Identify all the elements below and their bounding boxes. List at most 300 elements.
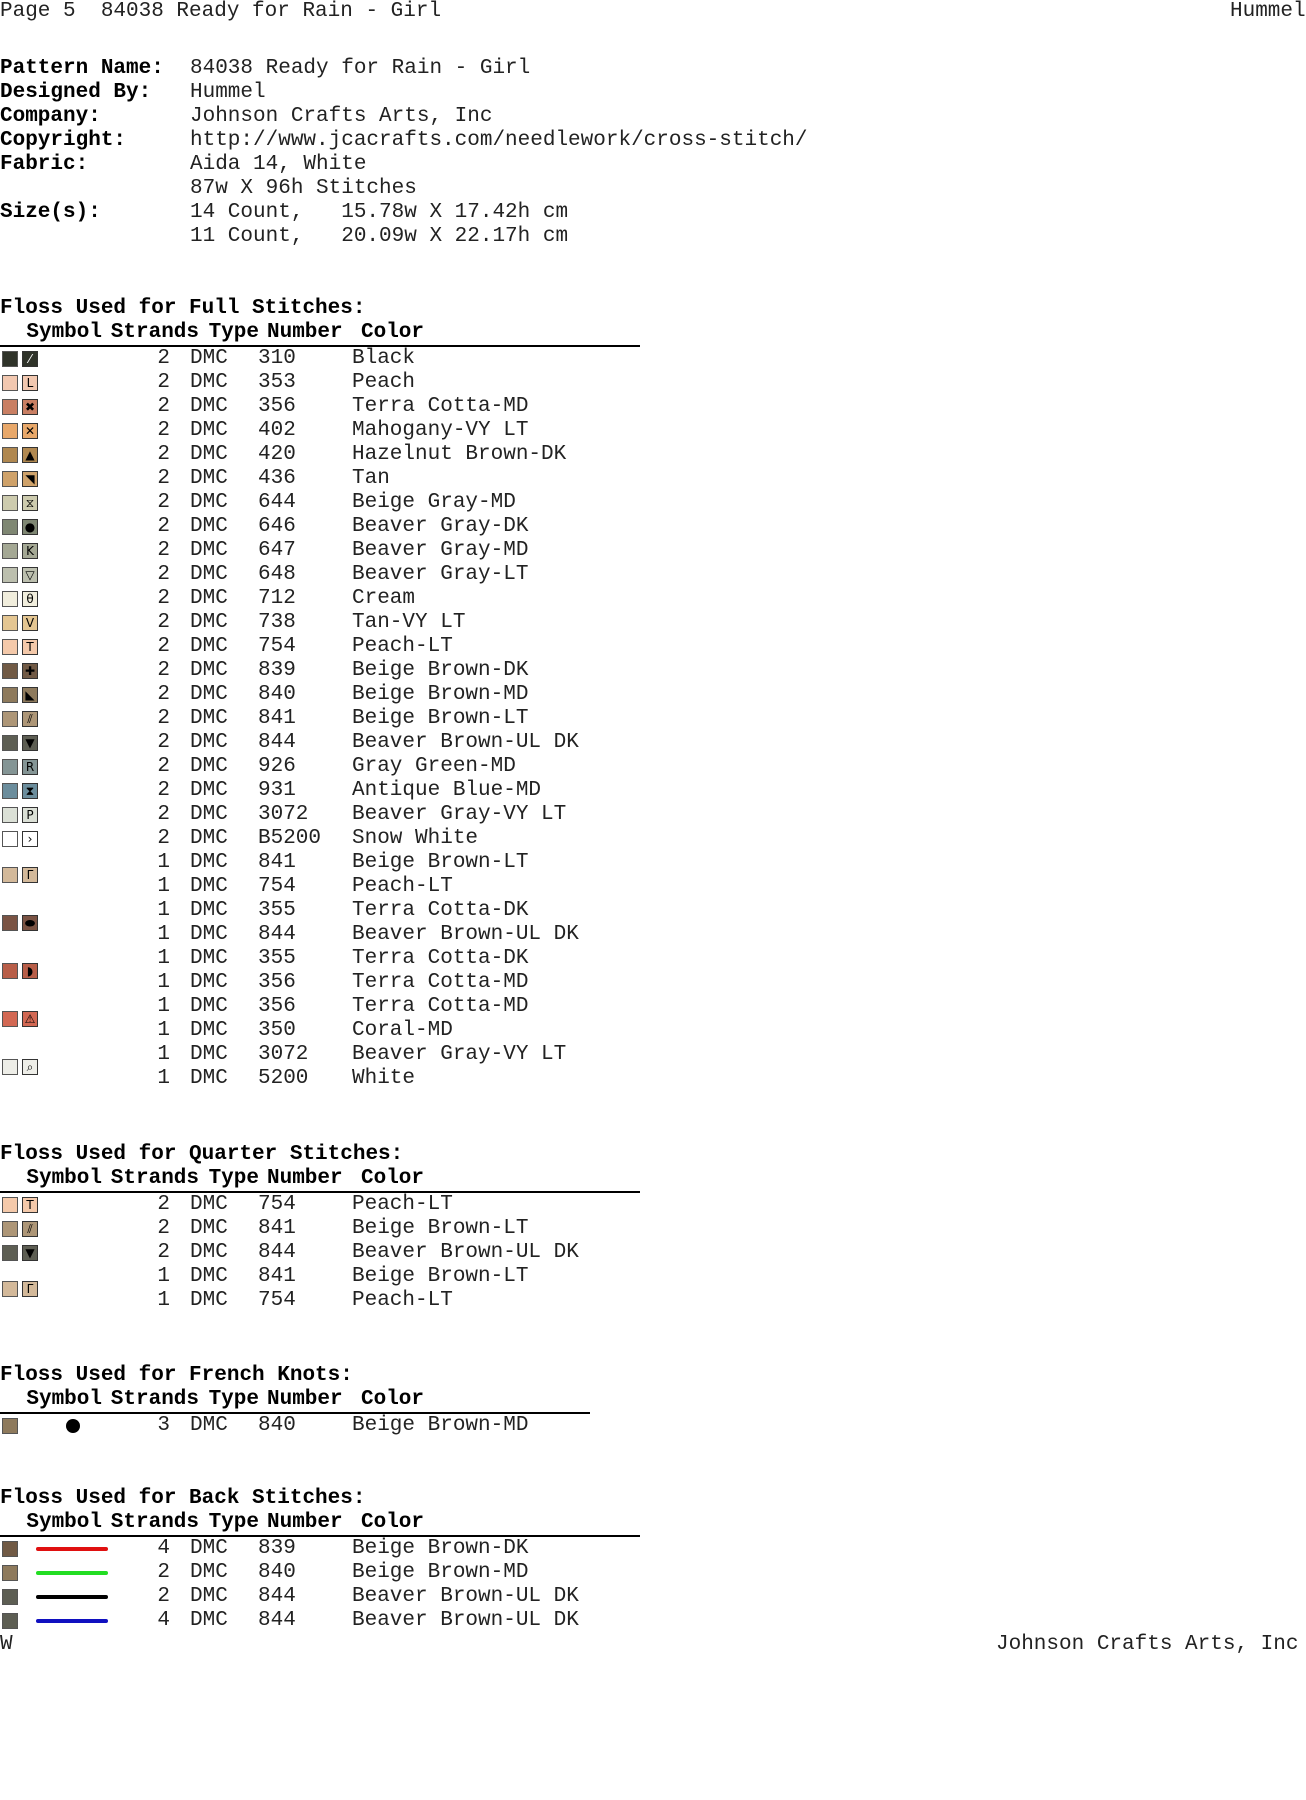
stitch-symbol-icon: ▽ bbox=[22, 567, 38, 583]
spacer bbox=[0, 851, 42, 875]
strands-value: 2 bbox=[157, 707, 170, 730]
number-value: 355 bbox=[258, 947, 296, 970]
type-value: DMC bbox=[190, 443, 228, 466]
info-value: 84038 Ready for Rain - Girl bbox=[190, 57, 531, 80]
type-value: DMC bbox=[190, 371, 228, 394]
strands-value: 2 bbox=[157, 635, 170, 658]
spacer bbox=[42, 395, 102, 419]
stitch-symbol-icon: ◣ bbox=[22, 687, 38, 703]
spacer bbox=[42, 515, 102, 539]
color-name: Beige Brown-LT bbox=[352, 851, 529, 874]
spacer bbox=[42, 443, 102, 467]
color-name: Beige Brown-LT bbox=[352, 1265, 529, 1288]
table-row bbox=[0, 1241, 640, 1265]
info-value: 14 Count, 15.78w X 17.42h cm bbox=[190, 201, 569, 224]
stitch-symbol-icon: ● bbox=[22, 519, 38, 535]
col-number: Number bbox=[267, 321, 343, 344]
spacer bbox=[42, 1609, 102, 1633]
full-stitches-section bbox=[0, 297, 640, 1091]
type-value: DMC bbox=[190, 635, 228, 658]
stitch-symbol-icon: ⁄ bbox=[22, 351, 38, 367]
strands-value: 1 bbox=[157, 1019, 170, 1042]
number-value: 844 bbox=[258, 923, 296, 946]
info-row bbox=[0, 225, 808, 249]
strands-value: 2 bbox=[157, 539, 170, 562]
spacer bbox=[0, 419, 42, 443]
spacer bbox=[0, 731, 42, 755]
type-value: DMC bbox=[190, 515, 228, 538]
spacer bbox=[0, 1561, 42, 1585]
info-label: Designed By: bbox=[0, 81, 152, 104]
table-row bbox=[0, 707, 640, 731]
number-value: 646 bbox=[258, 515, 296, 538]
floss-item bbox=[0, 1585, 640, 1609]
spacer bbox=[42, 971, 102, 995]
number-value: 644 bbox=[258, 491, 296, 514]
strands-value: 2 bbox=[157, 1561, 170, 1584]
spacer bbox=[42, 1561, 102, 1585]
floss-item bbox=[0, 947, 640, 995]
stitch-symbol-icon: ▼ bbox=[22, 735, 38, 751]
strands-value: 2 bbox=[157, 371, 170, 394]
type-value: DMC bbox=[190, 1609, 228, 1632]
quarter-stitches-section bbox=[0, 1143, 640, 1313]
info-label bbox=[0, 225, 190, 249]
spacer bbox=[0, 515, 42, 539]
spacer bbox=[0, 659, 42, 683]
floss-item bbox=[0, 683, 640, 707]
type-value: DMC bbox=[190, 1193, 228, 1216]
floss-item bbox=[0, 659, 640, 683]
table-row bbox=[0, 755, 640, 779]
color-name: Beaver Brown-UL DK bbox=[352, 1241, 579, 1264]
type-value: DMC bbox=[190, 467, 228, 490]
strands-value: 2 bbox=[157, 1241, 170, 1264]
color-name: Gray Green-MD bbox=[352, 755, 516, 778]
col-strands: Strands bbox=[110, 1511, 199, 1534]
table-row bbox=[0, 1289, 640, 1313]
type-value: DMC bbox=[190, 899, 228, 922]
spacer bbox=[42, 851, 102, 875]
floss-item bbox=[0, 515, 640, 539]
spacer bbox=[0, 587, 42, 611]
number-value: 844 bbox=[258, 1609, 296, 1632]
color-name: Peach-LT bbox=[352, 1193, 453, 1216]
type-value: DMC bbox=[190, 491, 228, 514]
number-value: B5200 bbox=[258, 827, 322, 850]
type-value: DMC bbox=[190, 803, 228, 826]
table-row bbox=[0, 443, 640, 467]
floss-item bbox=[0, 611, 640, 635]
number-value: 355 bbox=[258, 899, 296, 922]
info-label bbox=[0, 177, 190, 201]
spacer bbox=[0, 1585, 42, 1609]
color-name: Peach bbox=[352, 371, 416, 394]
table-row bbox=[0, 1019, 640, 1043]
french-knots-section bbox=[0, 1364, 590, 1438]
number-value: 841 bbox=[258, 1265, 296, 1288]
table-row bbox=[0, 1217, 640, 1241]
color-name: Peach-LT bbox=[352, 635, 453, 658]
strands-value: 2 bbox=[157, 347, 170, 370]
color-name: Beaver Brown-UL DK bbox=[352, 731, 579, 754]
strands-value: 2 bbox=[157, 755, 170, 778]
spacer bbox=[42, 1043, 102, 1067]
spacer bbox=[42, 371, 102, 395]
spacer bbox=[42, 1019, 102, 1043]
floss-item bbox=[0, 1561, 640, 1585]
strands-value: 4 bbox=[157, 1537, 170, 1560]
floss-item bbox=[0, 1217, 640, 1241]
color-name: Terra Cotta-MD bbox=[352, 971, 529, 994]
spacer bbox=[0, 539, 42, 563]
stitch-symbol-icon: ✖ bbox=[22, 399, 38, 415]
number-value: 356 bbox=[258, 995, 296, 1018]
stitch-symbol-icon: ▼ bbox=[22, 1245, 38, 1261]
type-value: DMC bbox=[190, 1043, 228, 1066]
floss-item bbox=[0, 995, 640, 1043]
number-value: 420 bbox=[258, 443, 296, 466]
info-label: Copyright: bbox=[0, 129, 127, 152]
stitch-symbol-icon: ⌕ bbox=[22, 1059, 38, 1075]
col-strands: Strands bbox=[110, 321, 199, 344]
floss-item bbox=[0, 731, 640, 755]
table-row bbox=[0, 803, 640, 827]
col-symbol: Symbol bbox=[26, 1167, 102, 1190]
spacer bbox=[0, 779, 42, 803]
number-value: 3072 bbox=[258, 1043, 309, 1066]
spacer bbox=[0, 707, 42, 731]
strands-value: 2 bbox=[157, 419, 170, 442]
floss-item bbox=[0, 1414, 590, 1438]
spacer bbox=[42, 875, 102, 899]
stitch-symbol-icon: ✕ bbox=[22, 423, 38, 439]
info-value: 11 Count, 20.09w X 22.17h cm bbox=[190, 225, 569, 248]
table-row bbox=[0, 1265, 640, 1289]
type-value: DMC bbox=[190, 347, 228, 370]
info-row bbox=[0, 105, 808, 129]
type-value: DMC bbox=[190, 1067, 228, 1090]
spacer bbox=[42, 635, 102, 659]
number-value: 839 bbox=[258, 659, 296, 682]
strands-value: 2 bbox=[157, 395, 170, 418]
number-value: 839 bbox=[258, 1537, 296, 1560]
number-value: 5200 bbox=[258, 1067, 309, 1090]
spacer bbox=[42, 539, 102, 563]
spacer bbox=[0, 563, 42, 587]
spacer bbox=[0, 1289, 42, 1313]
strands-value: 1 bbox=[157, 923, 170, 946]
color-name: Snow White bbox=[352, 827, 479, 850]
spacer bbox=[0, 923, 42, 947]
section-title: Floss Used for Full Stitches: bbox=[0, 297, 366, 320]
info-row bbox=[0, 57, 808, 81]
number-value: 926 bbox=[258, 755, 296, 778]
color-name: Beaver Gray-VY LT bbox=[352, 803, 567, 826]
info-value: Aida 14, White bbox=[190, 153, 367, 176]
color-name: White bbox=[352, 1067, 416, 1090]
type-value: DMC bbox=[190, 1561, 228, 1584]
color-name: Beige Brown-LT bbox=[352, 1217, 529, 1240]
number-value: 754 bbox=[258, 635, 296, 658]
floss-item bbox=[0, 755, 640, 779]
page-footer-left: W bbox=[0, 1633, 13, 1656]
type-value: DMC bbox=[190, 1019, 228, 1042]
strands-value: 2 bbox=[157, 659, 170, 682]
number-value: 840 bbox=[258, 1414, 296, 1437]
stitch-symbol-icon: ⧖ bbox=[22, 495, 38, 511]
type-value: DMC bbox=[190, 1414, 228, 1437]
color-name: Antique Blue-MD bbox=[352, 779, 542, 802]
strands-value: 2 bbox=[157, 611, 170, 634]
number-value: 844 bbox=[258, 731, 296, 754]
type-value: DMC bbox=[190, 683, 228, 706]
floss-item bbox=[0, 635, 640, 659]
col-type: Type bbox=[208, 1511, 259, 1534]
floss-item bbox=[0, 851, 640, 899]
spacer bbox=[42, 347, 102, 371]
table-row bbox=[0, 1609, 640, 1633]
color-name: Terra Cotta-DK bbox=[352, 899, 529, 922]
col-type: Type bbox=[208, 1167, 259, 1190]
spacer bbox=[0, 971, 42, 995]
floss-item bbox=[0, 1043, 640, 1091]
strands-value: 2 bbox=[157, 467, 170, 490]
spacer bbox=[0, 827, 42, 851]
spacer bbox=[42, 1414, 102, 1438]
col-number: Number bbox=[267, 1388, 343, 1411]
type-value: DMC bbox=[190, 1585, 228, 1608]
table-row bbox=[0, 419, 640, 443]
color-name: Beige Brown-MD bbox=[352, 1414, 529, 1437]
type-value: DMC bbox=[190, 827, 228, 850]
table-header bbox=[0, 1388, 590, 1414]
number-value: 754 bbox=[258, 1289, 296, 1312]
spacer bbox=[0, 683, 42, 707]
stitch-symbol-icon: ◗ bbox=[22, 963, 38, 979]
table-row bbox=[0, 1067, 640, 1091]
spacer bbox=[42, 707, 102, 731]
spacer bbox=[42, 1217, 102, 1241]
color-name: Beaver Gray-MD bbox=[352, 539, 529, 562]
table-row bbox=[0, 779, 640, 803]
type-value: DMC bbox=[190, 875, 228, 898]
floss-item bbox=[0, 419, 640, 443]
type-value: DMC bbox=[190, 779, 228, 802]
spacer bbox=[42, 1537, 102, 1561]
spacer bbox=[0, 899, 42, 923]
strands-value: 2 bbox=[157, 515, 170, 538]
page-header-designer: Hummel bbox=[1230, 0, 1306, 23]
number-value: 841 bbox=[258, 851, 296, 874]
stitch-symbol-icon: L bbox=[22, 375, 38, 391]
strands-value: 2 bbox=[157, 587, 170, 610]
strands-value: 2 bbox=[157, 683, 170, 706]
strands-value: 1 bbox=[157, 995, 170, 1018]
spacer bbox=[42, 923, 102, 947]
color-name: Beaver Brown-UL DK bbox=[352, 1585, 579, 1608]
floss-item bbox=[0, 1241, 640, 1265]
floss-item bbox=[0, 1265, 640, 1313]
floss-item bbox=[0, 467, 640, 491]
col-number: Number bbox=[267, 1167, 343, 1190]
number-value: 436 bbox=[258, 467, 296, 490]
spacer bbox=[0, 875, 42, 899]
spacer bbox=[42, 1241, 102, 1265]
table-row bbox=[0, 971, 640, 995]
spacer bbox=[0, 1609, 42, 1633]
floss-item bbox=[0, 587, 640, 611]
number-value: 841 bbox=[258, 707, 296, 730]
spacer bbox=[0, 491, 42, 515]
spacer bbox=[42, 1193, 102, 1217]
color-name: Coral-MD bbox=[352, 1019, 453, 1042]
type-value: DMC bbox=[190, 971, 228, 994]
spacer bbox=[0, 1067, 42, 1091]
strands-value: 2 bbox=[157, 443, 170, 466]
table-row bbox=[0, 371, 640, 395]
color-name: Tan-VY LT bbox=[352, 611, 466, 634]
strands-value: 1 bbox=[157, 947, 170, 970]
type-value: DMC bbox=[190, 659, 228, 682]
color-name: Beaver Brown-UL DK bbox=[352, 923, 579, 946]
stitch-symbol-icon: P bbox=[22, 807, 38, 823]
spacer bbox=[42, 827, 102, 851]
strands-value: 4 bbox=[157, 1609, 170, 1632]
floss-item bbox=[0, 779, 640, 803]
pattern-info bbox=[0, 57, 808, 249]
number-value: 754 bbox=[258, 1193, 296, 1216]
type-value: DMC bbox=[190, 707, 228, 730]
spacer bbox=[42, 803, 102, 827]
strands-value: 2 bbox=[157, 1217, 170, 1240]
strands-value: 1 bbox=[157, 899, 170, 922]
table-row bbox=[0, 491, 640, 515]
spacer bbox=[42, 659, 102, 683]
table-header bbox=[0, 1167, 640, 1193]
table-row bbox=[0, 611, 640, 635]
stitch-symbol-icon: ⫽ bbox=[22, 1221, 38, 1237]
color-name: Terra Cotta-DK bbox=[352, 947, 529, 970]
spacer bbox=[42, 683, 102, 707]
spacer bbox=[0, 803, 42, 827]
stitch-symbol-icon: ◥ bbox=[22, 471, 38, 487]
info-label: Pattern Name: bbox=[0, 57, 164, 80]
color-name: Beige Brown-MD bbox=[352, 683, 529, 706]
spacer bbox=[42, 995, 102, 1019]
spacer bbox=[0, 995, 42, 1019]
type-value: DMC bbox=[190, 851, 228, 874]
spacer bbox=[42, 1289, 102, 1313]
number-value: 350 bbox=[258, 1019, 296, 1042]
spacer bbox=[0, 1019, 42, 1043]
number-value: 356 bbox=[258, 395, 296, 418]
floss-item bbox=[0, 395, 640, 419]
col-color: Color bbox=[361, 321, 425, 344]
table-row bbox=[0, 683, 640, 707]
type-value: DMC bbox=[190, 995, 228, 1018]
page-header-title: Page 5 84038 Ready for Rain - Girl bbox=[0, 0, 442, 23]
strands-value: 2 bbox=[157, 731, 170, 754]
color-name: Cream bbox=[352, 587, 416, 610]
number-value: 840 bbox=[258, 1561, 296, 1584]
table-row bbox=[0, 1585, 640, 1609]
table-row bbox=[0, 659, 640, 683]
stitch-symbol-icon: T bbox=[22, 639, 38, 655]
floss-item bbox=[0, 899, 640, 947]
strands-value: 2 bbox=[157, 827, 170, 850]
col-strands: Strands bbox=[110, 1388, 199, 1411]
strands-value: 1 bbox=[157, 875, 170, 898]
col-color: Color bbox=[361, 1167, 425, 1190]
info-value: Johnson Crafts Arts, Inc bbox=[190, 105, 493, 128]
table-row bbox=[0, 395, 640, 419]
info-label: Fabric: bbox=[0, 153, 89, 176]
table-row bbox=[0, 923, 640, 947]
info-label: Size(s): bbox=[0, 201, 101, 224]
spacer bbox=[0, 1265, 42, 1289]
stitch-symbol-icon: ⧗ bbox=[22, 783, 38, 799]
info-row bbox=[0, 129, 808, 153]
strands-value: 2 bbox=[157, 1585, 170, 1608]
col-color: Color bbox=[361, 1511, 425, 1534]
back-stitches-section bbox=[0, 1487, 640, 1633]
stitch-symbol-icon: › bbox=[22, 831, 38, 847]
number-value: 712 bbox=[258, 587, 296, 610]
spacer bbox=[42, 1265, 102, 1289]
table-row bbox=[0, 731, 640, 755]
spacer bbox=[0, 371, 42, 395]
strands-value: 2 bbox=[157, 491, 170, 514]
type-value: DMC bbox=[190, 419, 228, 442]
type-value: DMC bbox=[190, 731, 228, 754]
stitch-symbol-icon: ⫽ bbox=[22, 711, 38, 727]
table-row bbox=[0, 995, 640, 1019]
stitch-symbol-icon: K bbox=[22, 543, 38, 559]
type-value: DMC bbox=[190, 563, 228, 586]
col-symbol: Symbol bbox=[26, 1388, 102, 1411]
floss-item bbox=[0, 1537, 640, 1561]
section-title: Floss Used for French Knots: bbox=[0, 1364, 353, 1387]
spacer bbox=[42, 1585, 102, 1609]
info-row bbox=[0, 81, 808, 105]
col-number: Number bbox=[267, 1511, 343, 1534]
strands-value: 1 bbox=[157, 1265, 170, 1288]
color-name: Beige Brown-MD bbox=[352, 1561, 529, 1584]
spacer bbox=[42, 587, 102, 611]
strands-value: 2 bbox=[157, 779, 170, 802]
strands-value: 1 bbox=[157, 1043, 170, 1066]
stitch-symbol-icon: V bbox=[22, 615, 38, 631]
floss-item bbox=[0, 443, 640, 467]
spacer bbox=[0, 1414, 42, 1438]
stitch-symbol-icon: ⬬ bbox=[22, 915, 38, 931]
info-row bbox=[0, 177, 808, 201]
spacer bbox=[42, 611, 102, 635]
spacer bbox=[42, 779, 102, 803]
type-value: DMC bbox=[190, 395, 228, 418]
strands-value: 2 bbox=[157, 563, 170, 586]
floss-item bbox=[0, 539, 640, 563]
table-row bbox=[0, 875, 640, 899]
floss-item bbox=[0, 371, 640, 395]
color-name: Terra Cotta-MD bbox=[352, 395, 529, 418]
number-value: 844 bbox=[258, 1241, 296, 1264]
number-value: 353 bbox=[258, 371, 296, 394]
spacer bbox=[42, 755, 102, 779]
type-value: DMC bbox=[190, 611, 228, 634]
strands-value: 1 bbox=[157, 1067, 170, 1090]
